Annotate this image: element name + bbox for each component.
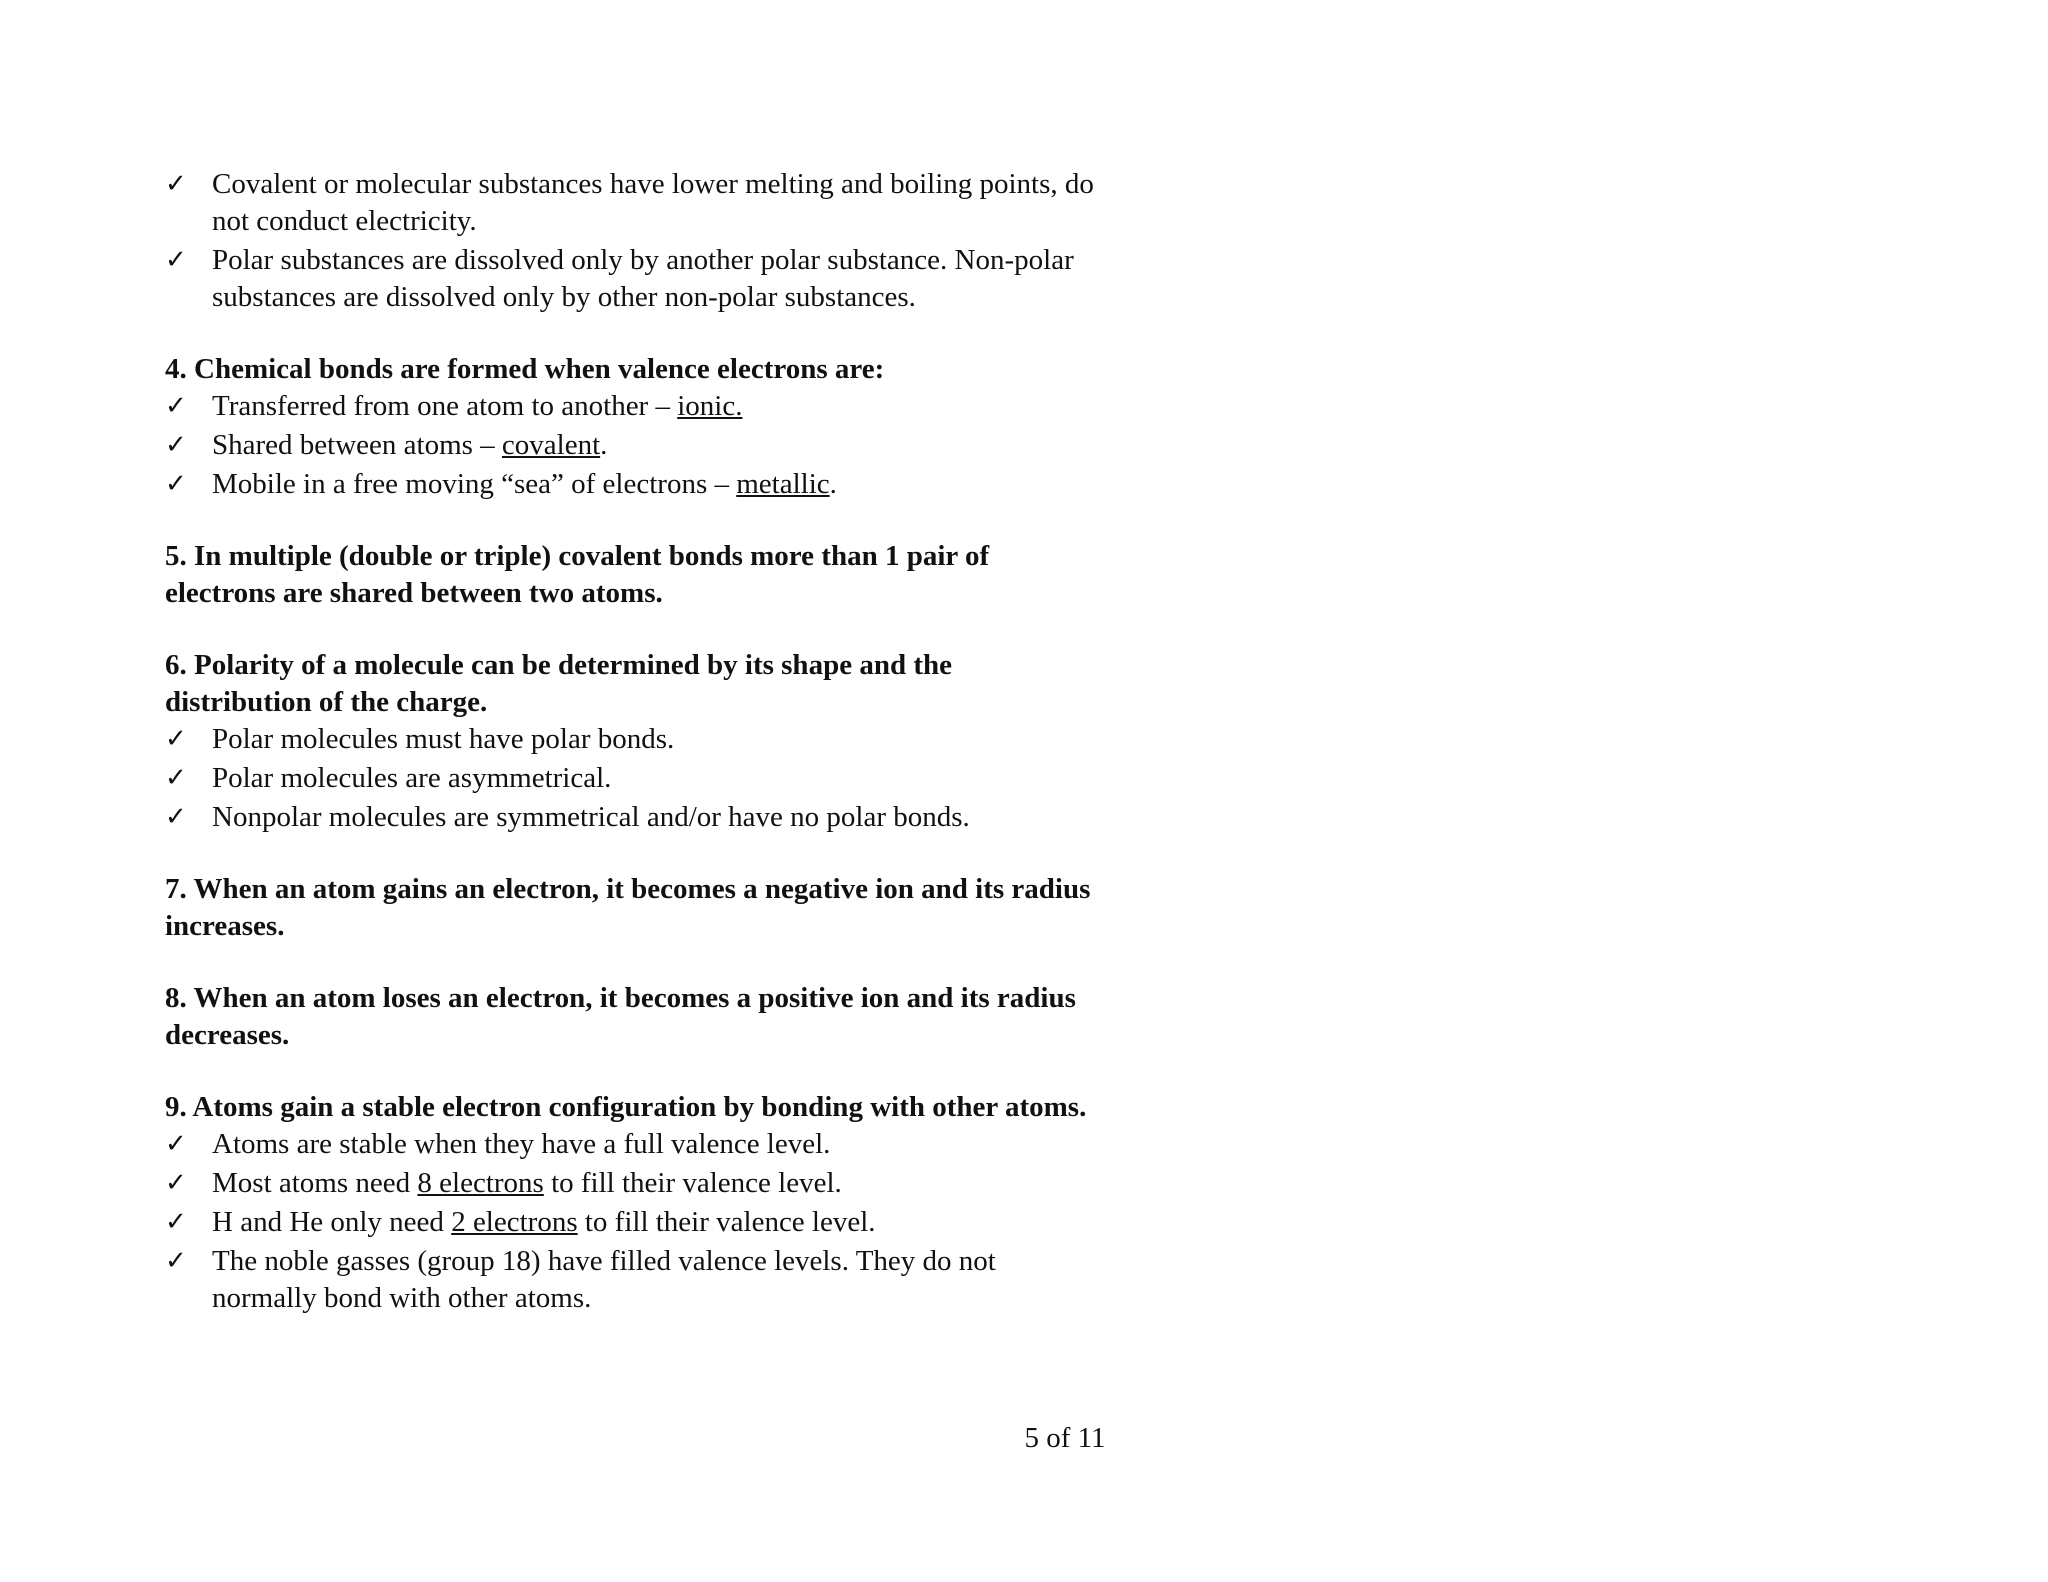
page-number: 5 of 11 [1024,1422,1106,1454]
item-text: Most atoms need [212,1167,418,1199]
list-item [165,427,1105,464]
checkmark-icon: ✓ [165,245,187,275]
list-item [165,1165,1105,1202]
underlined-term: metallic [736,468,830,500]
section-heading: 5. In multiple (double or triple) covalent bonds more than 1 pair of electrons are shared between two atoms. [165,540,990,609]
checkmark-icon: ✓ [165,1168,187,1198]
item-text: Covalent or molecular substances have lower melting and boiling points, do not conduct electricity. [212,168,1094,237]
list-item [165,799,1105,836]
section-9 [165,1089,1105,1317]
checkmark-icon: ✓ [165,1129,187,1159]
check-list [165,1126,1105,1317]
page-content [165,166,1105,1352]
list-item [165,466,1105,503]
checkmark-icon: ✓ [165,802,187,832]
list-item [165,1126,1105,1163]
item-text-end: . [600,429,608,461]
underlined-term: ionic. [677,390,743,422]
item-text: Shared between atoms – [212,429,502,461]
section-heading: 4. Chemical bonds are formed when valence electrons are: [165,353,885,385]
section-heading: 6. Polarity of a molecule can be determined by its shape and the distribution of the charge. [165,649,952,718]
list-item [165,388,1105,425]
list-item [165,1204,1105,1241]
item-text: Polar substances are dissolved only by another polar substance. Non-polar substances are dissolved only by other non-polar substances. [212,244,1074,313]
checkmark-icon: ✓ [165,469,187,499]
item-text-end: to fill their valence level. [577,1206,876,1238]
checkmark-icon: ✓ [165,724,187,754]
checkmark-icon: ✓ [165,391,187,421]
check-list [165,166,1105,316]
list-item [165,1243,1105,1317]
section-7 [165,871,1105,945]
section-4 [165,351,1105,503]
item-text: Nonpolar molecules are symmetrical and/or have no polar bonds. [212,801,970,833]
item-text: Polar molecules are asymmetrical. [212,762,612,794]
section-heading: 9. Atoms gain a stable electron configuration by bonding with other atoms. [165,1091,1087,1123]
checkmark-icon: ✓ [165,1246,187,1276]
item-text-end: to fill their valence level. [543,1167,842,1199]
section-heading: 8. When an atom loses an electron, it becomes a positive ion and its radius decreases. [165,982,1076,1051]
section-8 [165,980,1105,1054]
item-text-end: . [829,468,837,500]
list-item [165,166,1105,240]
item-text: Atoms are stable when they have a full valence level. [212,1128,831,1160]
checkmark-icon: ✓ [165,1207,187,1237]
section-heading: 7. When an atom gains an electron, it becomes a negative ion and its radius increases. [165,873,1091,942]
item-text: Mobile in a free moving “sea” of electrons – [212,468,737,500]
section-3-continued [165,166,1105,316]
list-item [165,760,1105,797]
underlined-term: 2 electrons [451,1206,578,1238]
section-5 [165,538,1105,612]
item-text: Polar molecules must have polar bonds. [212,723,675,755]
checkmark-icon: ✓ [165,430,187,460]
list-item [165,721,1105,758]
item-text: Transferred from one atom to another – [212,390,678,422]
underlined-term: covalent [501,429,601,461]
underlined-term: 8 electrons [417,1167,544,1199]
checkmark-icon: ✓ [165,763,187,793]
section-6 [165,647,1105,836]
check-list [165,721,1105,836]
list-item [165,242,1105,316]
item-text: H and He only need [212,1206,452,1238]
checkmark-icon: ✓ [165,169,187,199]
check-list [165,388,1105,503]
item-text: The noble gasses (group 18) have filled valence levels. They do not normally bond with other atoms. [212,1245,996,1314]
